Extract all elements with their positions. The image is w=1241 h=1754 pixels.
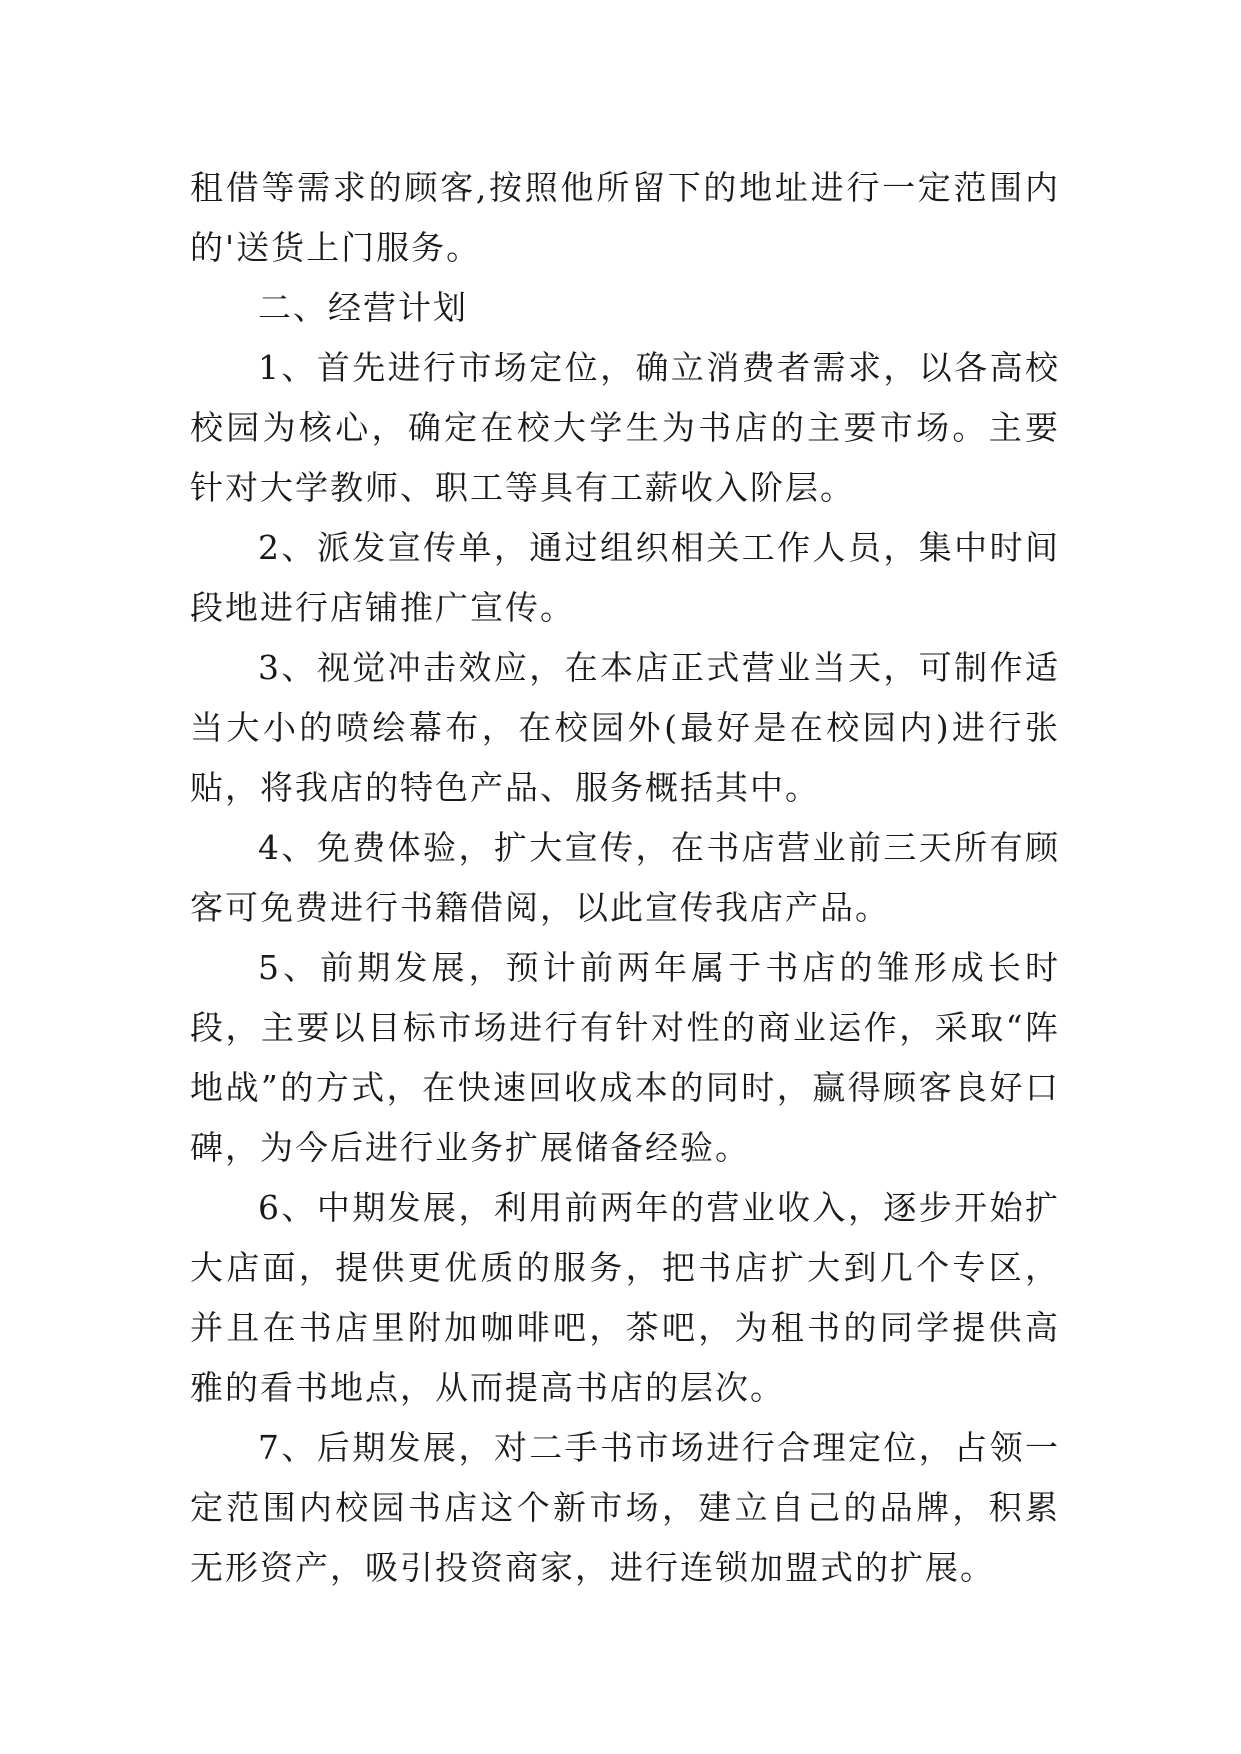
document-page <box>190 158 1060 1598</box>
paragraph-item-4: 4、免费体验，扩大宣传，在书店营业前三天所有顾客可免费进行书籍借阅，以此宣传我店产品。 <box>190 828 1060 927</box>
paragraph-item-5: 5、前期发展，预计前两年属于书店的雏形成长时段，主要以目标市场进行有针对性的商业运作，采取“阵地战”的方式，在快速回收成本的同时，赢得顾客良好口碑，为今后进行业务扩展储备经验。 <box>190 948 1060 1167</box>
paragraph-item-7: 7、后期发展，对二手书市场进行合理定位，占领一定范围内校园书店这个新市场，建立自己的品牌，积累无形资产，吸引投资商家，进行连锁加盟式的扩展。 <box>190 1428 1060 1587</box>
paragraph-item-6: 6、中期发展，利用前两年的营业收入，逐步开始扩大店面，提供更优质的服务，把书店扩大到几个专区，并且在书店里附加咖啡吧，茶吧，为租书的同学提供高雅的看书地点，从而提高书店的层次。 <box>190 1188 1060 1407</box>
paragraph-item-1: 1、首先进行市场定位，确立消费者需求，以各高校校园为核心，确定在校大学生为书店的主要市场。主要针对大学教师、职工等具有工薪收入阶层。 <box>190 348 1060 507</box>
paragraph-continuation: 租借等需求的顾客,按照他所留下的地址进行一定范围内的'送货上门服务。 <box>190 168 1060 267</box>
section-heading: 二、经营计划 <box>258 288 468 327</box>
paragraph-item-3: 3、视觉冲击效应，在本店正式营业当天，可制作适当大小的喷绘幕布，在校园外(最好是在校园内)进行张贴，将我店的特色产品、服务概括其中。 <box>190 648 1060 807</box>
paragraph-item-2: 2、派发宣传单，通过组织相关工作人员，集中时间段地进行店铺推广宣传。 <box>190 528 1060 627</box>
